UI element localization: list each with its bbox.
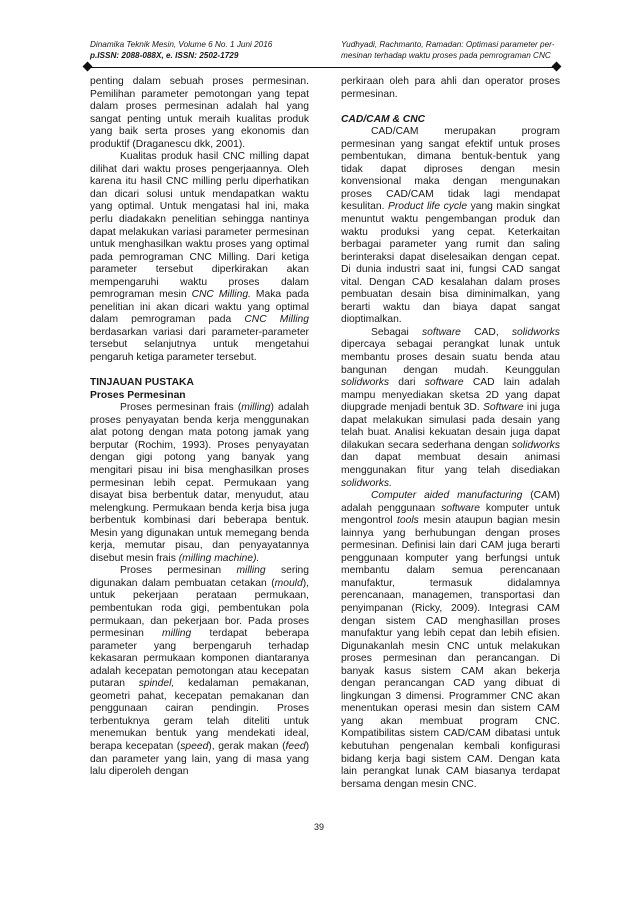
paragraph: Kualitas produk hasil CNC milling dapat dilihat dari waktu proses pengerjaannya. Oleh karena itu hasil CNC milling perlu diperhatikan dan dicari solusi untuk mendapatkan waktu yang optimal. Untuk mengatasi hal ini, maka perlu diadakakn penelitian sehingga nantinya dapat melakukan variasi parameter permesinan untuk menghasilkan waktu proses yang optimal pada pemrograman CNC Milling. Dari ketiga parameter tersebut diperkirakan akan mempengaruhi waktu proses dalam pemrograman mesin CNC Milling. Maka pada penelitian ini akan dicari waktu yang optimal dalam pemrograman pada CNC Milling berdasarkan variasi dari parameter-parameter tersebut selanjutnya untuk mengetahui pengaruh ketiga parameter tersebut. [90,151,309,364]
paragraph: Sebagai software CAD, solidworks dipercaya sebagai perangkat lunak untuk membantu proses desain suatu benda atau bangunan dengan mudah. Keunggulan solidworks dari software CAD lain adalah mampu menyediakan sketsa 2D yang dapat diupgrade menjadi bentuk 3D. Software ini juga dapat melakukan simulasi pada desain yang telah buat. Analisi kekuatan desain juga dapat dilakukan secara sederhana dengan solidworks dan dapat membuat desain animasi menggunakan fitur yang telah disediakan solidworks. [341,326,560,489]
journal-volume-line: Dinamika Teknik Mesin, Volume 6 No. 1 Juni 2016 [90,40,273,49]
subsection-title: Proses Permesinan [90,389,186,401]
paragraph: Proses permesinan frais (milling) adalah proses penyayatan benda kerja menggunakan alat potong dengan mata potong jamak yang berputar (Rochim, 1993). Proses penyayatan dengan gigi potong yang banyak yang mengitari pisau ini bisa menghasilkan proses permesinan lebih cepat. Permukaan yang disayat bisa berbentuk datar, menyudut, atau melengkung. Permukaan benda kerja bisa juga berbentuk kombinasi dari beberapa bentuk. Mesin yang digunakan untuk memegang benda kerja, memutar pisau, dan penyayatannya disebut mesin frais (milling machine). [90,402,309,564]
authors-title-line-2: mesinan terhadap waktu proses pada pemrograman CNC [341,50,551,60]
paragraph: CAD/CAM merupakan program permesinan yang sangat efektif untuk proses pembentukan, dimana bentuk-bentuk yang tidak dapat diproses dengan mesin konvensional maka dengan mengunakan proses CAD/CAM tidak lagi mendapat kesulitan. Product life cycle yang makin singkat menuntut waktu pengembangan produk dan waktu produksi yang cepat. Keterkaitan berbagai parameter yang rumit dan saling berinteraksi dapat diselesaikan dengan cepat. Di dunia industri saat ini, fungsi CAD sangat vital. Dengan CAD kesalahan dalam proses pembuatan desain bisa diminimalkan, yang berarti waktu dan biaya dapat sangat dioptimalkan. [341,126,560,326]
header-rule-left-diamond [83,62,93,72]
issn-line: p.ISSN: 2088-088X, e. ISSN: 2502-1729 [90,50,239,60]
paragraph: penting dalam sebuah proses permesinan. Pemilihan parameter pemotongan yang tepat dalam proses permesinan adalah hal yang sangat penting untuk meraih kualitas produk yang baik serta proses yang ekonomis dan produktif (Draganescu dkk, 2001). [90,76,309,150]
header-rule [86,67,558,68]
section-title: TINJAUAN PUSTAKA [90,377,194,389]
left-column [90,76,309,779]
page-number: 39 [313,822,324,832]
paragraph: perkiraan oleh para ahli dan operator proses permesinan. [341,76,560,100]
paragraph: Computer aided manufacturing (CAM) adalah penggunaan software komputer untuk mengontrol tools mesin ataupun bagian mesin lainnya yang berhubungan dengan proses permesinan. Definisi lain dari CAM juga berarti penggunaan komputer yang berfungsi untuk membantu dalam semua perencanaan manufaktur, termasuk didalamnya perencanaan, managemen, transportasi dan penyimpanan (Ricky, 2009). Integrasi CAM dengan sistem CAD menghasillan proses manufaktur yang lebih cepat dan lebih efisien. Digunakanlah mesin CNC untuk melakukan proses permesinan dan perancangan. Di banyak kasus sistem CAM akan bekerja dengan perancangan CAD yang dibuat di lingkungan 3 dimensi. Programmer CNC akan menentukan operasi mesin dan sistem CAM yang akan membuat program CNC. Kompatibilitas sistem CAD/CAM dibatasi untuk kebutuhan pengenalan kembali konfigurasi bidang kerja bagi sistem CAM. Dengan kata lain perangkat lunak CAM biasanya terdapat bersama dengan mesin CNC. [341,490,560,790]
authors-title-line-1: Yudhyadi, Rachmanto, Ramadan: Optimasi parameter per- [341,40,555,49]
header-rule-right-diamond [552,62,562,72]
paragraph: Proses permesinan milling sering digunakan dalam pembuatan cetakan (mould), untuk pekerjaan perataan permukaan, pembentukan roda gigi, pembentukan pola permukaan, dan pekerjaan bor. Pada proses permesinan milling terdapat beberapa parameter yang berpengaruh terhadap kekasaran permukaan komponen diantaranya adalah kecepatan pemotongan atau kecepatan putaran spindel, kedalaman pemakanan, geometri pahat, kecepatan pemakanan dan penggunaan cairan pendingin. Proses terbentuknya geram telah diteliti untuk menemukan bentuk yang mendekati ideal, berapa kecepatan (speed), gerak makan (feed) dan parameter yang lain, yang di masa yang lalu diperoleh dengan [90,565,309,778]
running-header-left [90,40,272,61]
section-title: CAD/CAM & CNC [341,113,426,125]
right-column [341,76,560,791]
running-header-right [341,40,554,61]
